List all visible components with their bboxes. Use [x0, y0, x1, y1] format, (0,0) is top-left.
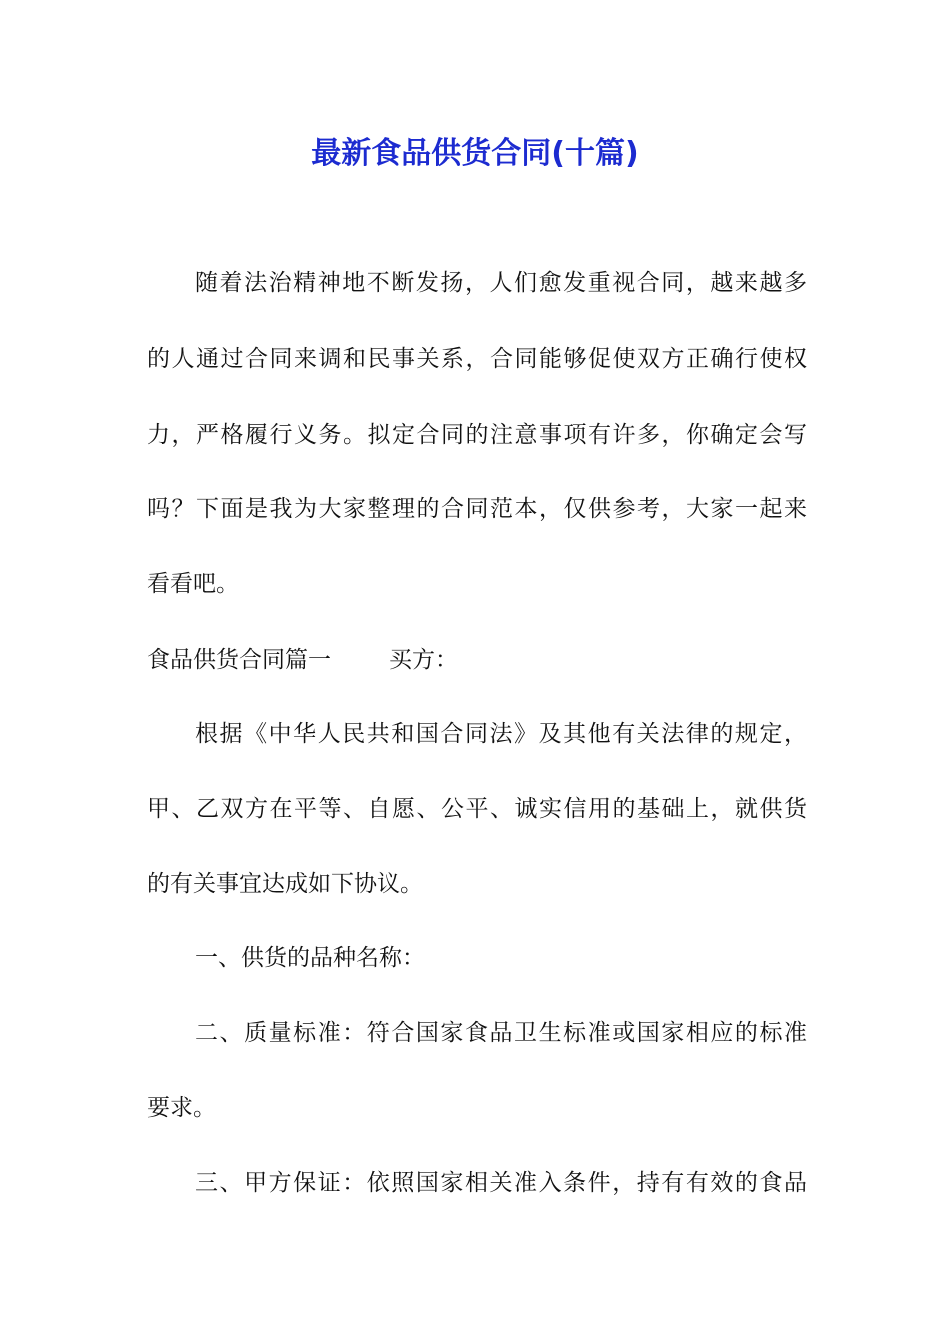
document-title: 最新食品供货合同(十篇) [311, 136, 639, 171]
intro-line: 吗？下面是我为大家整理的合同范本，仅供参考，大家一起来 [147, 496, 807, 522]
intro-line: 随着法治精神地不断发扬，人们愈发重视合同，越来越多 [195, 270, 807, 296]
intro-line: 看看吧。 [147, 571, 239, 597]
basis-line: 甲、乙双方在平等、自愿、公平、诚实信用的基础上，就供货 [147, 796, 807, 822]
clause-item-1: 一、供货的品种名称： [195, 945, 425, 971]
intro-line: 力，严格履行义务。拟定合同的注意事项有许多，你确定会写 [147, 422, 807, 448]
buyer-label: 买方： [389, 647, 458, 673]
basis-line: 根据《中华人民共和国合同法》及其他有关法律的规定， [195, 721, 807, 747]
intro-line: 的人通过合同来调和民事关系，合同能够促使双方正确行使权 [147, 346, 807, 372]
section-heading-row [147, 642, 458, 678]
basis-line: 的有关事宜达成如下协议。 [147, 871, 423, 897]
clause-item-2: 二、质量标准：符合国家食品卫生标准或国家相应的标准 [195, 1020, 807, 1046]
clause-item-3: 三、甲方保证：依照国家相关准入条件，持有有效的食品 [195, 1170, 807, 1196]
section-heading: 食品供货合同篇一 [147, 647, 331, 673]
clause-item-2-cont: 要求。 [147, 1095, 216, 1121]
